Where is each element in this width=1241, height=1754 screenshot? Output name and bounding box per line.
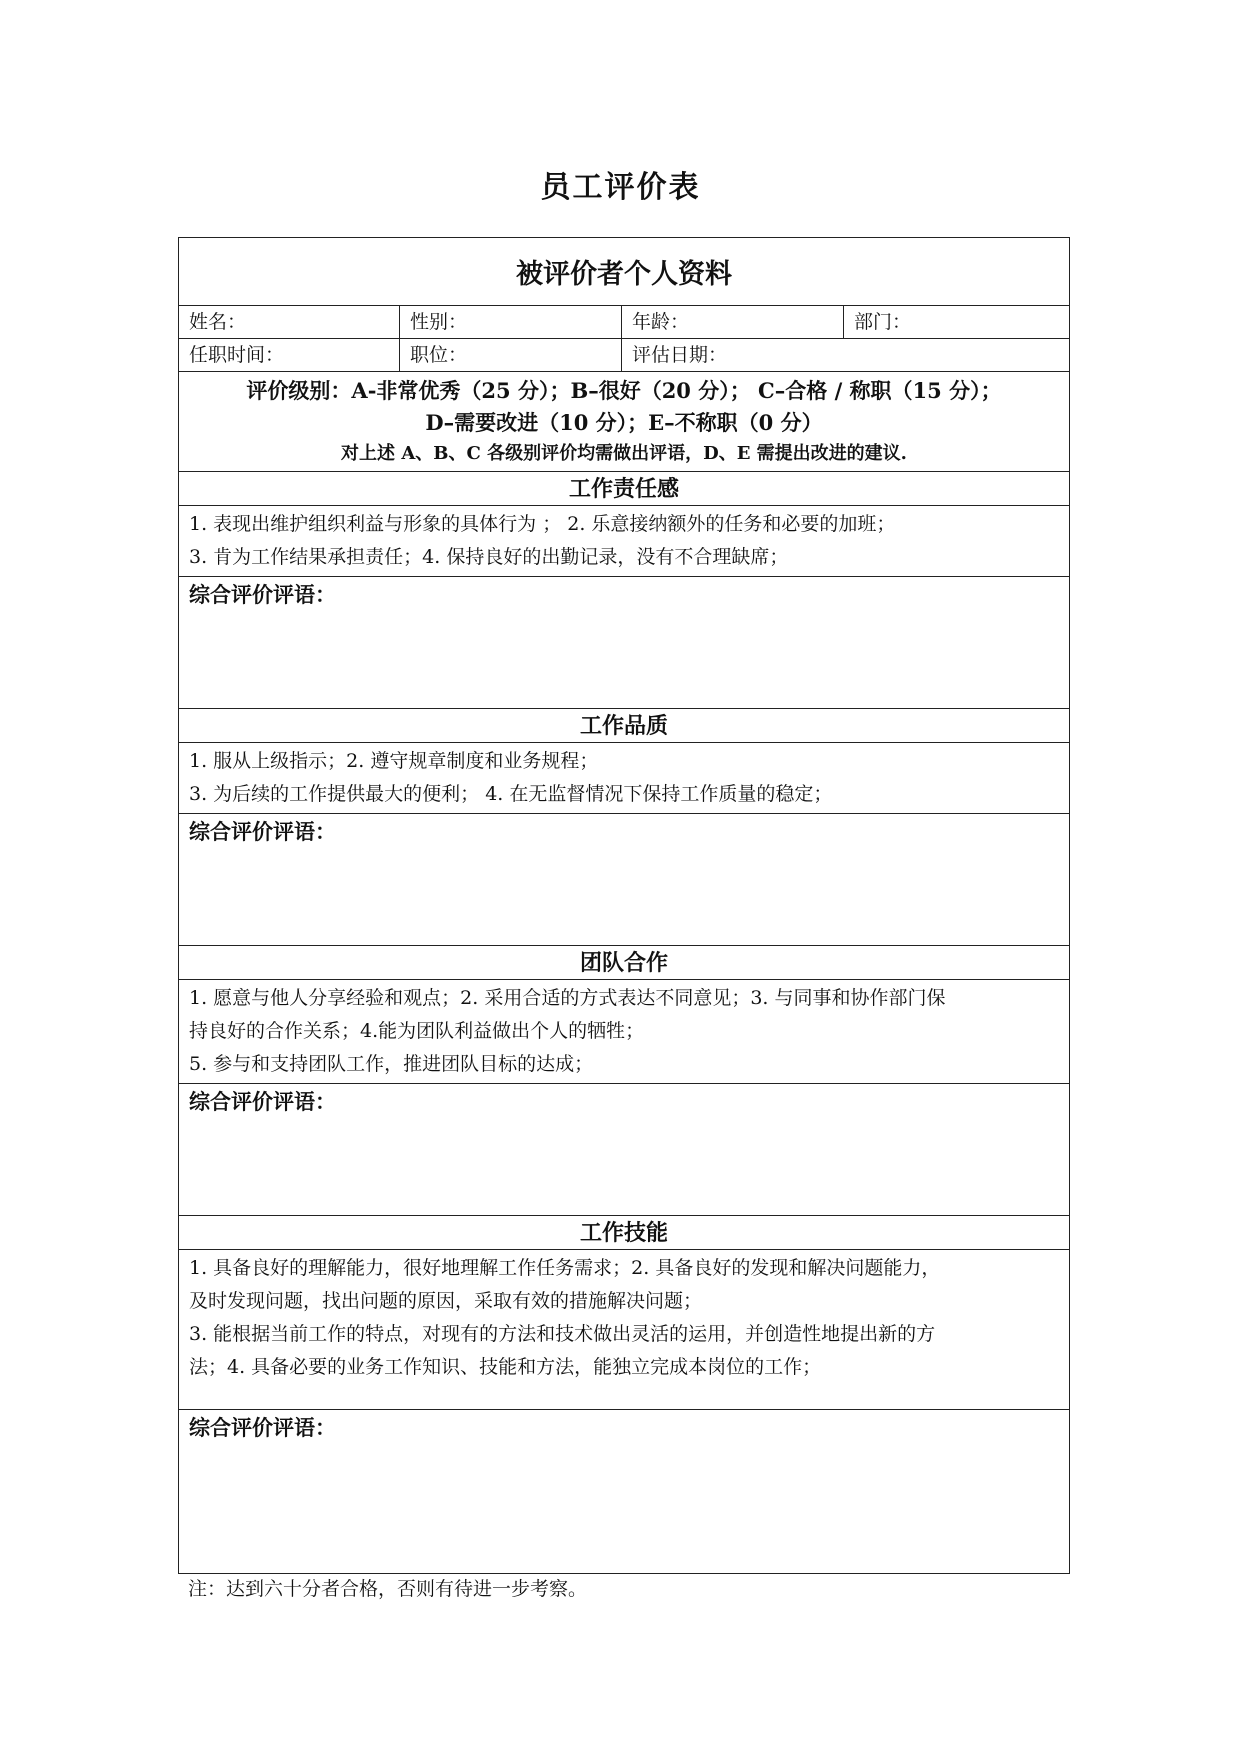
profile-heading: 被评价者个人资料 bbox=[179, 238, 1069, 306]
criteria-line: 法；4. 具备必要的业务工作知识、技能和方法，能独立完成本岗位的工作； bbox=[189, 1356, 822, 1378]
comment-label: 综合评价评语： bbox=[189, 1089, 336, 1114]
profile-row-1 bbox=[179, 306, 1069, 339]
eval-date-field[interactable]: 评估日期： bbox=[632, 344, 728, 366]
page-title: 员工评价表 bbox=[540, 170, 701, 205]
section-title-quality: 工作品质 bbox=[179, 709, 1069, 743]
criteria-quality bbox=[179, 743, 1069, 814]
section-title-teamwork: 团队合作 bbox=[179, 946, 1069, 980]
comment-box-skills[interactable] bbox=[179, 1410, 1069, 1573]
rating-scale-line-2: D–需要改进（10 分）；E–不称职（0 分） bbox=[425, 410, 823, 435]
criteria-teamwork bbox=[179, 980, 1069, 1084]
criteria-responsibility bbox=[179, 506, 1069, 577]
rating-scale bbox=[179, 372, 1069, 472]
comment-box-quality[interactable] bbox=[179, 814, 1069, 946]
comment-label: 综合评价评语： bbox=[189, 1415, 336, 1440]
section-title-responsibility: 工作责任感 bbox=[179, 472, 1069, 506]
evaluation-form bbox=[178, 237, 1070, 1574]
profile-row-2 bbox=[179, 339, 1069, 372]
rating-scale-line-1: 评价级别：A-非常优秀（25 分）；B–很好（20 分）； C–合格 / 称职（15 分）； bbox=[246, 378, 1002, 403]
criteria-line: 3. 为后续的工作提供最大的便利； 4. 在无监督情况下保持工作质量的稳定； bbox=[189, 783, 833, 805]
criteria-line: 持良好的合作关系；4.能为团队利益做出个人的牺牲； bbox=[189, 1020, 645, 1042]
comment-label: 综合评价评语： bbox=[189, 582, 336, 607]
rating-scale-note: 对上述 A、B、C 各级别评价均需做出评语，D、E 需提出改进的建议. bbox=[341, 443, 907, 464]
name-field[interactable]: 姓名： bbox=[179, 306, 400, 338]
criteria-skills bbox=[179, 1250, 1069, 1410]
comment-box-responsibility[interactable] bbox=[179, 577, 1069, 709]
criteria-line: 5. 参与和支持团队工作，推进团队目标的达成； bbox=[189, 1053, 594, 1075]
section-title-skills: 工作技能 bbox=[179, 1216, 1069, 1250]
criteria-line: 1. 服从上级指示；2. 遵守规章制度和业务规程； bbox=[189, 750, 599, 772]
criteria-line: 3. 肯为工作结果承担责任；4. 保持良好的出勤记录，没有不合理缺席； bbox=[189, 546, 789, 568]
criteria-line: 1. 愿意与他人分享经验和观点；2. 采用合适的方式表达不同意见；3. 与同事和协作部门保 bbox=[189, 987, 946, 1009]
age-field[interactable]: 年龄： bbox=[622, 306, 844, 338]
comment-label: 综合评价评语： bbox=[189, 819, 336, 844]
footnote: 注：达到六十分者合格，否则有待进一步考察。 bbox=[188, 1578, 588, 1600]
gender-field[interactable]: 性别： bbox=[400, 306, 622, 338]
criteria-line: 1. 表现出维护组织利益与形象的具体行为 ； 2. 乐意接纳额外的任务和必要的加班； bbox=[189, 513, 896, 535]
criteria-line: 3. 能根据当前工作的特点，对现有的方法和技术做出灵活的运用，并创造性地提出新的方 bbox=[189, 1323, 936, 1345]
position-field[interactable]: 职位： bbox=[400, 339, 622, 371]
criteria-line: 1. 具备良好的理解能力，很好地理解工作任务需求；2. 具备良好的发现和解决问题能力， bbox=[189, 1257, 941, 1279]
tenure-field[interactable]: 任职时间： bbox=[179, 339, 400, 371]
criteria-line: 及时发现问题，找出问题的原因，采取有效的措施解决问题； bbox=[189, 1290, 703, 1312]
department-field[interactable]: 部门： bbox=[854, 311, 912, 333]
comment-box-teamwork[interactable] bbox=[179, 1084, 1069, 1216]
